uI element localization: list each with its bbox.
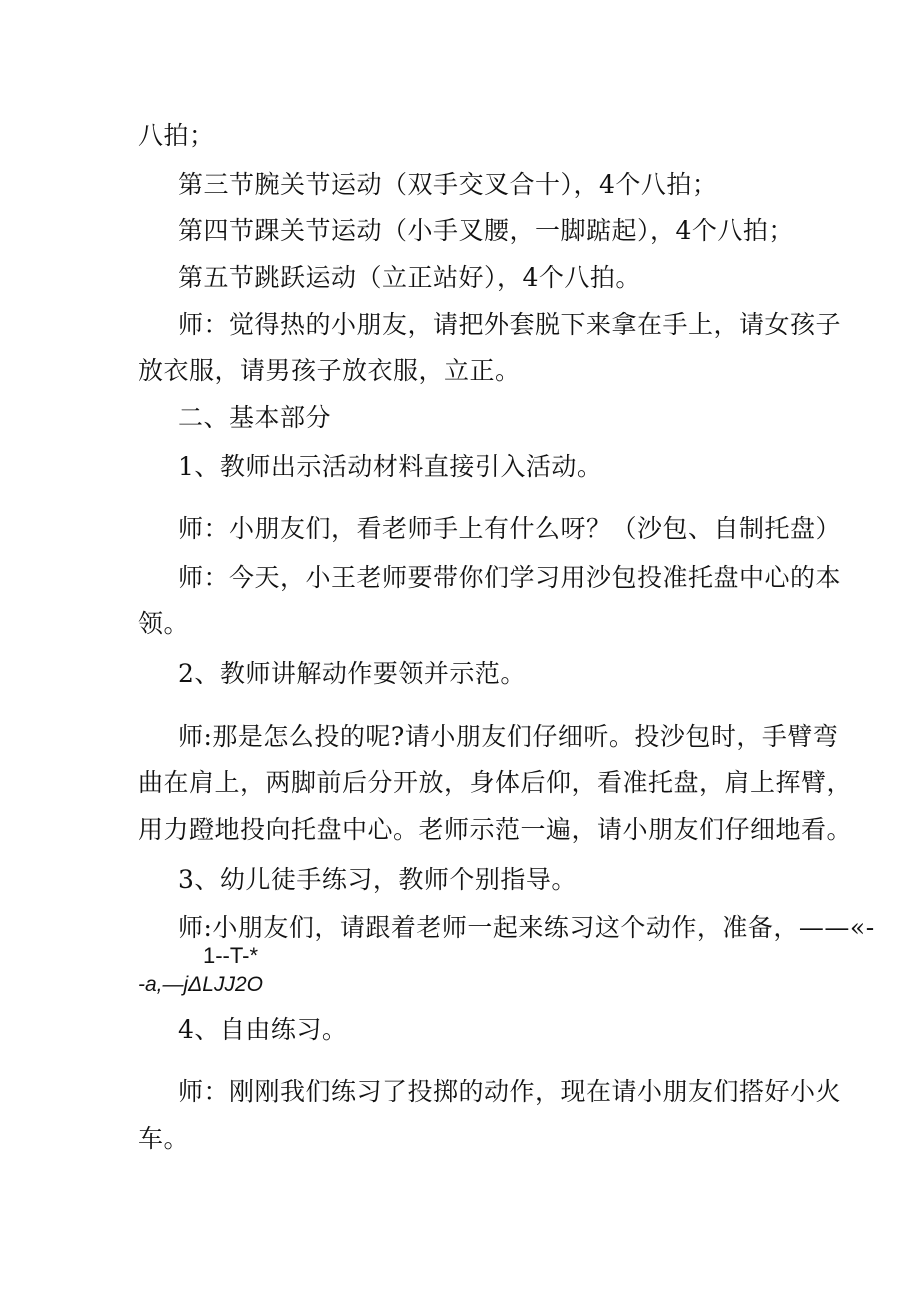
text-line: 曲在肩上，两脚前后分开放，身体后仰，看准托盘，肩上挥臂， [138, 768, 853, 797]
section-heading: 二、基本部分 [178, 403, 332, 432]
text-line: 用力蹬地投向托盘中心。老师示范一遍，请小朋友们仔细地看。 [138, 815, 853, 844]
text-line: 八拍； [138, 121, 215, 150]
text-line: 领。 [138, 609, 190, 638]
garbled-text: -a,—jΔLJJ2O [138, 973, 263, 996]
text-line: 师:那是怎么投的呢?请小朋友们仔细听。投沙包时，手臂弯 [178, 722, 839, 751]
text-line: 师：觉得热的小朋友，请把外套脱下来拿在手上，请女孩子 [178, 310, 842, 339]
text-line: 师:小朋友们，请跟着老师一起来练习这个动作，准备，——«- [178, 913, 875, 942]
text-line: 2、教师讲解动作要领并示范。 [178, 659, 526, 688]
text-line: 师：刚刚我们练习了投掷的动作，现在请小朋友们搭好小火 [178, 1077, 842, 1106]
text-line: 放衣服，请男孩子放衣服，立正。 [138, 356, 521, 385]
text-line: 1、教师出示活动材料直接引入活动。 [178, 452, 603, 481]
text-line: 第五节跳跃运动（立正站好），4个八拍。 [178, 263, 641, 292]
text-line: 第四节踝关节运动（小手叉腰，一脚踮起），4个八拍； [178, 216, 794, 245]
text-line: 师：小朋友们，看老师手上有什么呀？（沙包、自制托盘） [178, 514, 842, 543]
garbled-text: 1--T-* [203, 943, 258, 968]
text-line: 第三节腕关节运动（双手交叉合十），4个八拍； [178, 170, 718, 199]
text-line: 3、幼儿徒手练习，教师个别指导。 [178, 865, 577, 894]
text-line: 4、自由练习。 [178, 1015, 348, 1044]
text-line: 车。 [138, 1124, 190, 1153]
text-line: 师：今天，小王老师要带你们学习用沙包投准托盘中心的本 [178, 563, 842, 592]
